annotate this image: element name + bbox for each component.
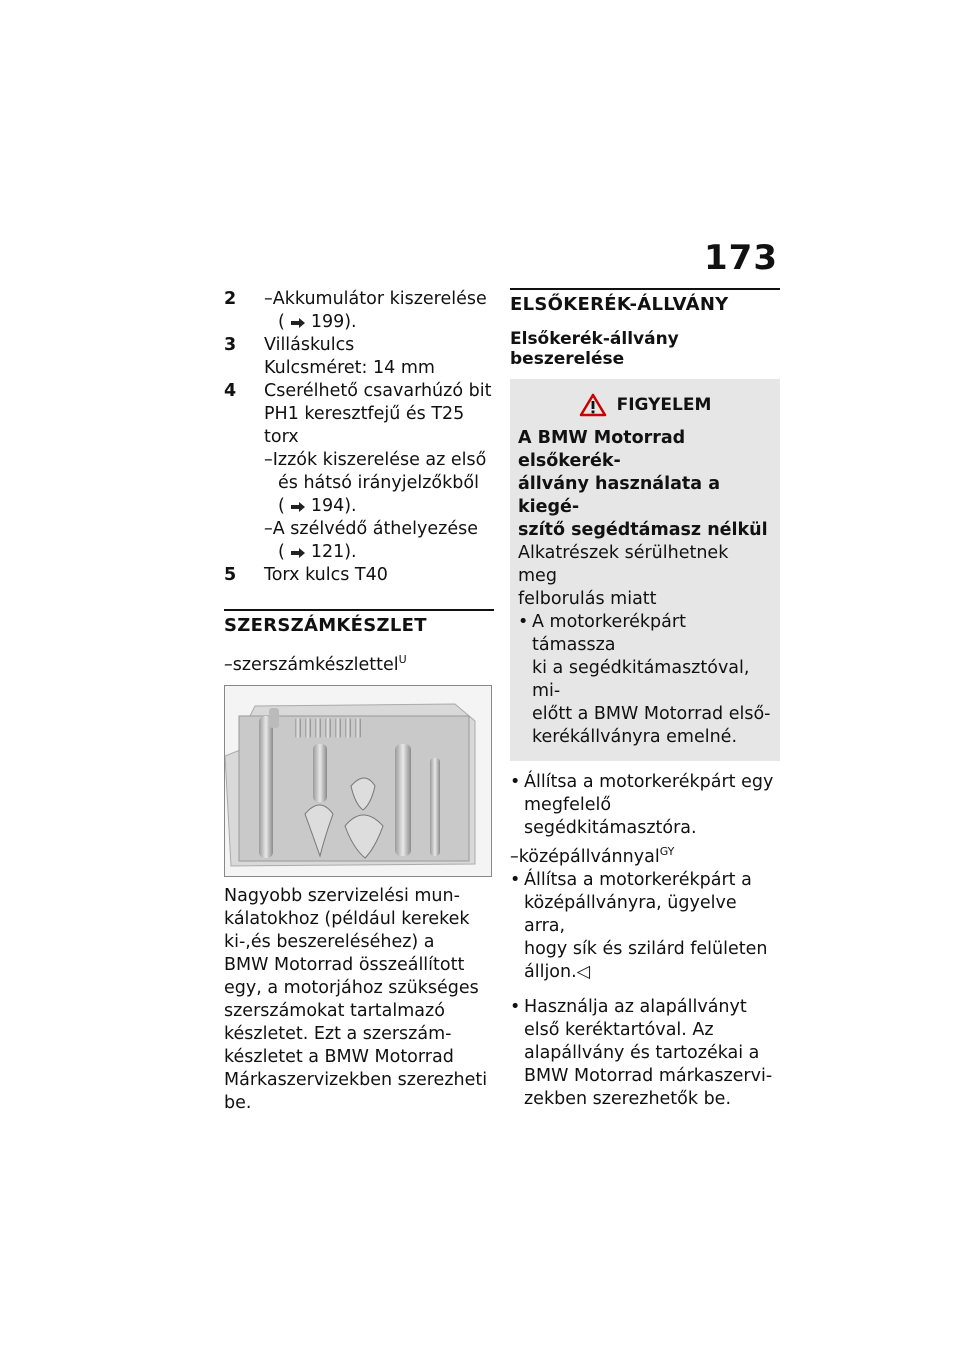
warning-title-line: szítő segédtámasz nélkül [518, 520, 768, 540]
page-reference: 121). [310, 542, 357, 562]
arrow-right-icon [291, 548, 305, 558]
list-item-5 [224, 564, 494, 587]
arrow-right-icon [291, 502, 305, 512]
toolkit-paragraph [224, 885, 494, 1115]
paragraph-line: Nagyobb szervizelési mun- [224, 885, 460, 906]
step-2 [510, 869, 780, 984]
right-column [510, 288, 780, 1111]
warning-title-line: A BMW Motorrad elsőkerék- [518, 428, 686, 471]
warning-header [518, 393, 772, 417]
step-line: álljon.◁ [524, 961, 591, 982]
bullet-line: kerékállványra emelné. [532, 727, 738, 747]
item-number: 4 [224, 381, 237, 401]
step-line: • Használja az alapállványt [524, 996, 747, 1017]
paragraph-line: egy, a motorjához szükséges [224, 977, 479, 998]
item-number: 3 [224, 335, 237, 355]
toolkit-image [224, 685, 492, 877]
item-number: 5 [224, 565, 237, 585]
warning-title-line: állvány használata a kiegé- [518, 474, 721, 517]
page-number: 173 [704, 238, 778, 278]
paragraph-line: készletet. Ezt a szerszám- [224, 1023, 452, 1044]
center-stand-line [510, 840, 780, 869]
item-text: és hátsó irányjelzőkből [278, 473, 479, 493]
kit-text: –szerszámkészlettel [224, 654, 399, 675]
warning-title [518, 427, 772, 542]
warning-text-line: felborulás miatt [518, 589, 657, 609]
item-text: –A szélvédő áthelyezése [264, 519, 478, 539]
warning-text-line: Alkatrészek sérülhetnek meg [518, 543, 729, 586]
item-text: Villáskulcs [264, 335, 355, 355]
subsection-title: Elsőkerék-állvány beszerelése [510, 329, 679, 369]
warning-label: FIGYELEM [616, 395, 712, 415]
center-stand-superscript: GY [659, 845, 675, 858]
left-column [224, 288, 494, 1115]
paragraph-line: szerszámokat tartalmazó [224, 1000, 445, 1021]
kit-line [224, 648, 494, 677]
step-line: • Állítsa a motorkerékpárt a [524, 869, 752, 890]
step-line: zekben szerezhetők be. [524, 1088, 732, 1109]
item-text: –Akkumulátor kiszerelése [264, 289, 487, 309]
warning-triangle-icon [579, 393, 607, 417]
step-line: • Állítsa a motorkerékpárt egy [524, 772, 774, 792]
section-title-toolkit: SZERSZÁMKÉSZLET [224, 609, 494, 636]
step-line: hogy sík és szilárd felületen [524, 938, 768, 959]
paragraph-line: kálatokhoz (például kerekek [224, 908, 470, 929]
center-stand-text: –középállvánnyal [510, 846, 660, 867]
step-line: megfelelő segédkitámasztóra. [524, 795, 697, 838]
list-item-4: 4 Cserélhető csavarhúzó bit PH1 keresztfejű és T25 torx –Izzók kiszerelése az első és hátsó irányjelzőkből ( 194). –A szélvédő áthelyezése ( 121). [224, 380, 494, 564]
item-number: 2 [224, 289, 237, 309]
bullet-line: • A motorkerékpárt támassza [532, 612, 686, 655]
warning-box [510, 379, 780, 761]
bullet-line: előtt a BMW Motorrad első- [532, 704, 771, 724]
paragraph-line: készletet a BMW Motorrad [224, 1046, 454, 1067]
paragraph-line: Márkaszervizekben szerezheti [224, 1069, 488, 1090]
step-1 [510, 771, 780, 840]
list-item-2: 2 –Akkumulátor kiszerelése ( 199). [224, 288, 494, 334]
warning-text [518, 542, 772, 611]
step-line: első keréktartóval. Az [524, 1019, 714, 1040]
page-reference: 199). [310, 312, 357, 332]
arrow-right-icon [291, 318, 305, 328]
section-title-front-stand: ELSŐKERÉK-ÁLLVÁNY [510, 288, 780, 315]
paragraph-line: ki-,és beszereléséhez) a [224, 931, 435, 952]
step-line: alapállvány és tartozékai a [524, 1042, 760, 1063]
paragraph-line: be. [224, 1092, 252, 1113]
step-line: középállványra, ügyelve arra, [524, 892, 737, 936]
item-text: Cserélhető csavarhúzó bit [264, 381, 492, 401]
list-item-3 [224, 334, 494, 380]
step-3 [510, 996, 780, 1111]
paragraph-line: BMW Motorrad összeállított [224, 954, 465, 975]
kit-superscript: U [398, 653, 407, 666]
item-text: PH1 keresztfejű és T25 [264, 404, 465, 424]
step-line: BMW Motorrad márkaszervi- [524, 1065, 773, 1086]
page-reference: 194). [310, 496, 357, 516]
item-text: torx [264, 427, 299, 447]
item-text: Torx kulcs T40 [264, 565, 388, 585]
warning-bullet [518, 611, 772, 749]
item-text: Kulcsméret: 14 mm [264, 358, 435, 378]
item-text: –Izzók kiszerelése az első [264, 450, 487, 470]
bullet-line: ki a segédkitámasztóval, mi- [532, 658, 750, 701]
